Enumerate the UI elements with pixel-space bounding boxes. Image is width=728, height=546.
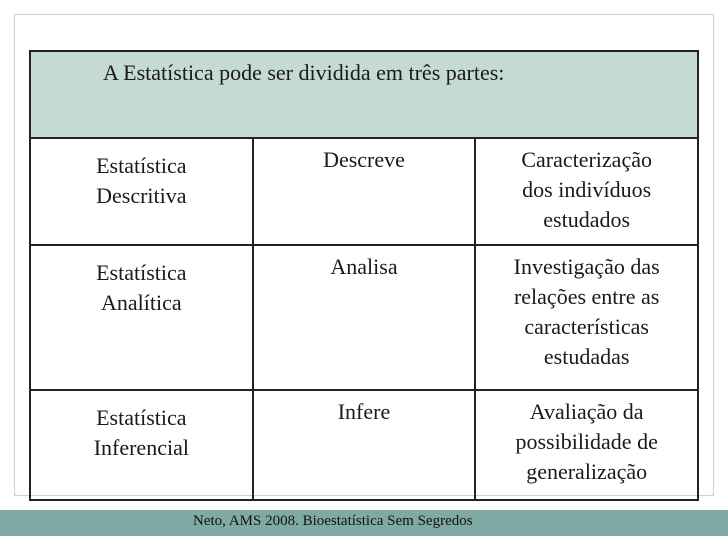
type-line: Estatística: [96, 405, 187, 430]
type-line: Descritiva: [96, 183, 187, 208]
action-cell: [253, 390, 476, 500]
description-line: Caracterização: [521, 147, 652, 172]
description-cell: [475, 245, 698, 390]
table-header: [30, 51, 698, 138]
type-line: Estatística: [96, 153, 187, 178]
table-row: [30, 245, 698, 390]
description-cell: [475, 138, 698, 245]
description-line: possibilidade de: [515, 429, 658, 454]
type-cell: [30, 390, 253, 500]
description-cell: [475, 390, 698, 500]
description-line: estudadas: [543, 344, 630, 369]
description-line: características: [524, 314, 649, 339]
action-text: Descreve: [323, 147, 405, 172]
footer-citation: Neto, AMS 2008. Bioestatística Sem Segredos: [193, 513, 473, 529]
type-line: Analítica: [101, 290, 182, 315]
action-cell: [253, 245, 476, 390]
table-header-text: A Estatística pode ser dividida em três partes:: [103, 60, 505, 85]
table-row: [30, 390, 698, 500]
type-line: Inferencial: [93, 435, 189, 460]
action-cell: [253, 138, 476, 245]
description-line: relações entre as: [513, 284, 660, 309]
type-cell: [30, 138, 253, 245]
action-text: Infere: [337, 399, 391, 424]
table-row: [30, 138, 698, 245]
action-text: Analisa: [330, 254, 398, 279]
type-line: Estatística: [96, 260, 187, 285]
description-line: estudados: [543, 207, 631, 232]
description-line: Investigação das: [513, 254, 660, 279]
description-line: generalização: [526, 459, 648, 484]
description-line: Avaliação da: [529, 399, 644, 424]
description-line: dos indivíduos: [522, 177, 652, 202]
statistics-table: [29, 50, 699, 501]
type-cell: [30, 245, 253, 390]
table-header-row: [30, 51, 698, 138]
